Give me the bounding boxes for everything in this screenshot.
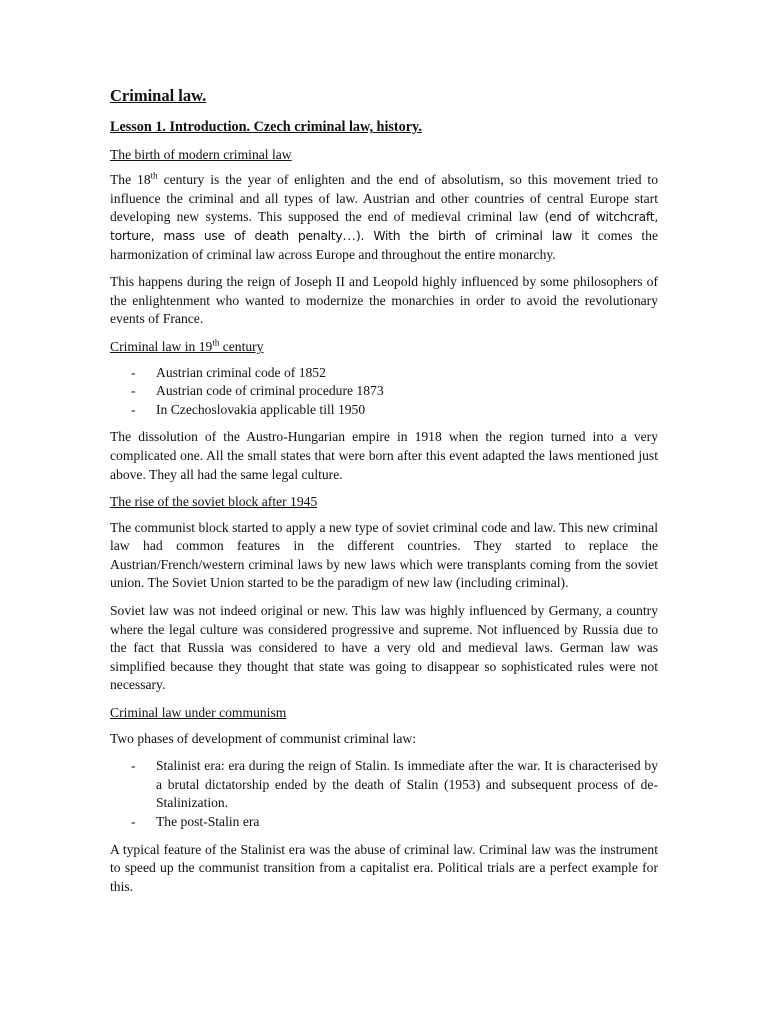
list-item-text: Stalinist era: era during the reign of Stalin. Is immediate after the war. It is characterised by a brutal dictatorship ended by the death of Stalin (1953) and subsequent process of de-Stalinization. xyxy=(156,758,658,811)
list-item xyxy=(110,364,658,383)
list-19th-century xyxy=(110,364,658,420)
list-item xyxy=(110,401,658,420)
document-title: Criminal law. xyxy=(110,86,207,105)
paragraph-19th-century-1: The dissolution of the Austro-Hungarian empire in 1918 when the region turned into a very complicated one. All the small states that were born after this event adapted the laws mentioned just above. They all had the same legal culture. xyxy=(110,429,658,482)
text-run: century is the year of enlighten and the end of absolutism, so this movement tried to influence the criminal and all types of law. Austrian and other countries of central Europe start developing new systems. This supposed the end of medieval criminal law xyxy=(110,172,658,225)
list-item-text: The post-Stalin era xyxy=(156,814,260,829)
dash-bullet: - xyxy=(131,758,136,774)
document-page xyxy=(110,86,658,905)
section-heading-birth: The birth of modern criminal law xyxy=(110,146,292,162)
list-item xyxy=(110,813,658,832)
lesson-heading: Lesson 1. Introduction. Czech criminal law, history. xyxy=(110,119,422,135)
list-communism-phases xyxy=(110,757,658,831)
dash-bullet: - xyxy=(131,364,136,380)
list-item xyxy=(110,382,658,401)
text-run: The 18 xyxy=(110,172,151,188)
paragraph-soviet-2: Soviet law was not indeed original or new. This law was highly influenced by Germany, a country where the legal culture was considered progressive and supreme. Not influenced by Russia due to the fact that Russia was considered to have a very old and medieval laws. German law was simplified because they thought that state was going to disappear so sophisticated rules were not necessary. xyxy=(110,603,658,693)
text-run: comes the harmonization of criminal law across Europe and throughout the entire monarchy. xyxy=(110,227,658,262)
section-heading-soviet-block: The rise of the soviet block after 1945 xyxy=(110,494,318,510)
dash-bullet: - xyxy=(131,383,136,399)
list-item xyxy=(110,757,658,813)
dash-bullet: - xyxy=(131,814,136,829)
paragraph-soviet-1: The communist block started to apply a new type of soviet criminal code and law. This new criminal law had common features in the different countries. They started to replace the Austrian/French/western criminal laws by new laws which were transplants coming from the soviet union. The Soviet Union started to be the paradigm of new law (including criminal). xyxy=(110,519,658,591)
heading-run: century xyxy=(219,338,264,354)
ellipsis: … xyxy=(342,227,356,243)
list-item-text: Austrian criminal code of 1852 xyxy=(156,364,326,380)
text-run-sans: (end of witchcraft, torture, mass use of death penalty xyxy=(110,210,658,243)
superscript: th xyxy=(150,170,158,181)
section-heading-19th-century xyxy=(110,338,658,357)
paragraph-communism-1: A typical feature of the Stalinist era was the abuse of criminal law. Criminal law was the instrument to speed up the communist transition from a capitalist era. Political trials are a perfect example for this. xyxy=(110,841,658,894)
paragraph-communism-intro: Two phases of development of communist criminal law: xyxy=(110,730,416,746)
dash-bullet: - xyxy=(131,401,136,417)
paragraph-birth-1 xyxy=(110,171,658,264)
list-item-text: Austrian code of criminal procedure 1873 xyxy=(156,383,384,399)
text-run-sans: ). With the birth of criminal law it xyxy=(356,228,589,243)
paragraph-birth-2: This happens during the reign of Joseph II and Leopold highly influenced by some philosophers of the enlightenment who wanted to modernize the monarchies in order to avoid the revolutionary events of France. xyxy=(110,274,658,327)
list-item-text: In Czechoslovakia applicable till 1950 xyxy=(156,401,366,417)
superscript: th xyxy=(212,337,220,348)
heading-run: Criminal law in 19 xyxy=(110,338,213,354)
section-heading-communism: Criminal law under communism xyxy=(110,705,287,721)
